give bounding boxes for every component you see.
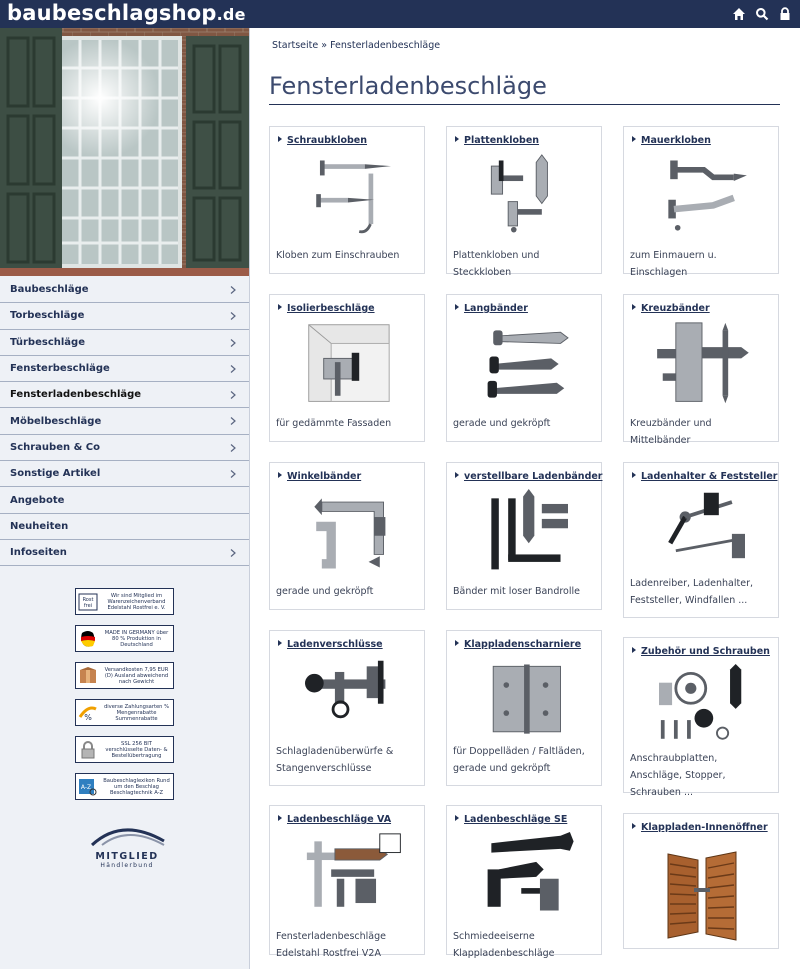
mitglied-subtitle: Händlerbund: [100, 862, 154, 869]
wall-hinge-pin-icon[interactable]: [644, 153, 760, 239]
trust-badge-text: diverse Zahlungsarten % Mengenrabatte Summenrabatte: [103, 703, 170, 722]
sidebar-item-label: Baubeschläge: [10, 284, 89, 296]
category-card[interactable]: [446, 630, 602, 786]
triangle-right-icon: [632, 136, 636, 142]
category-card-title[interactable]: [455, 814, 567, 825]
triangle-right-icon: [632, 472, 636, 478]
category-card-description: gerade und gekröpft: [453, 418, 551, 429]
category-card-title-text: Isolierbeschläge: [287, 303, 375, 314]
sidebar-item-5[interactable]: [0, 408, 249, 434]
swoosh-icon: [82, 823, 172, 849]
category-card-description: gerade und gekröpft: [276, 586, 374, 597]
category-card[interactable]: [623, 813, 779, 949]
svg-text:Rost: Rost: [82, 596, 94, 603]
category-card-description: für gedämmte Fassaden: [276, 418, 392, 429]
category-card-description: Plattenkloben und Steckkloben: [453, 250, 540, 278]
category-card-title[interactable]: [632, 646, 770, 657]
chevron-right-icon: [229, 339, 237, 347]
triangle-right-icon: [278, 136, 282, 142]
trust-badge-0[interactable]: [75, 588, 174, 615]
sidebar-item-0[interactable]: [0, 277, 249, 303]
category-card[interactable]: [623, 462, 779, 618]
trust-badge-text: SSL 256 BIT verschlüsselte Daten- & Bestellübertragung: [105, 740, 168, 759]
sidebar-item-label: Fensterladenbeschläge: [10, 389, 142, 401]
category-card-description: für Doppelläden / Faltläden, gerade und gekröpft: [453, 746, 585, 774]
sidebar-item-label: Sonstige Artikel: [10, 468, 101, 480]
category-card[interactable]: [446, 805, 602, 959]
sidebar-item-6[interactable]: [0, 435, 249, 461]
sidebar-item-label: Fensterbeschläge: [10, 363, 110, 375]
chevron-right-icon: [229, 365, 237, 373]
category-card-title[interactable]: [455, 135, 539, 146]
search-icon[interactable]: [755, 7, 769, 21]
triangle-right-icon: [455, 815, 459, 821]
haendlerbund-member-logo[interactable]: [82, 823, 172, 869]
main-content: [250, 28, 800, 969]
mitglied-title: MITGLIED: [95, 851, 159, 862]
shutter-holder-icon[interactable]: [644, 489, 760, 575]
category-card-description: zum Einmauern u. Einschlagen: [630, 250, 717, 278]
trust-badge-text: Wir sind Mitglied im Warenzeichenverband Edelstahl Rostfrei e. V.: [107, 592, 166, 611]
lexikon-icon: [76, 774, 100, 799]
category-card-description: Schlagladenüberwürfe & Stangenverschlüsse: [276, 746, 394, 774]
triangle-right-icon: [278, 640, 282, 646]
triangle-right-icon: [455, 640, 459, 646]
trust-badges: [75, 588, 175, 810]
angle-hinge-icon[interactable]: [290, 489, 406, 575]
sidebar-item-label: Türbeschläge: [10, 336, 85, 348]
category-card-description: Ladenreiber, Ladenhalter, Feststeller, Windfallen ...: [630, 578, 753, 606]
adjustable-hinge-icon[interactable]: [467, 489, 583, 575]
category-card[interactable]: [623, 126, 779, 278]
category-card-title-text: Ladenhalter & Feststeller: [641, 471, 778, 482]
trust-badge-3[interactable]: [75, 699, 174, 726]
breadcrumb-home-link[interactable]: Startseite: [272, 40, 319, 51]
shutter-opener-icon[interactable]: [644, 846, 760, 942]
category-card[interactable]: [269, 805, 425, 959]
sidebar-item-2[interactable]: [0, 330, 249, 356]
lock-icon[interactable]: [778, 7, 792, 21]
chevron-right-icon: [229, 549, 237, 557]
chevron-right-icon: [229, 417, 237, 425]
category-card-title-text: Klappladenscharniere: [464, 639, 582, 650]
sidebar-nav: [0, 277, 249, 566]
chevron-right-icon: [229, 391, 237, 399]
insulation-fitting-icon[interactable]: [290, 321, 406, 407]
category-card-title-text: Klappladen-Innenöffner: [641, 822, 768, 833]
category-card-description: Schmiedeeiserne Klappladenbeschläge: [453, 931, 555, 959]
trust-badge-2[interactable]: [75, 662, 174, 689]
svg-text:A-Z: A-Z: [80, 783, 92, 791]
sidebar-item-10[interactable]: [0, 540, 249, 566]
category-card[interactable]: [446, 462, 602, 610]
chevron-right-icon: [229, 470, 237, 478]
logo-tld: .de: [216, 5, 246, 24]
trust-badge-5[interactable]: [75, 773, 174, 800]
sidebar-item-label: Schrauben & Co: [10, 441, 100, 453]
category-card-title-text: Mauerkloben: [641, 135, 711, 146]
category-card[interactable]: [269, 630, 425, 786]
chevron-right-icon: [229, 444, 237, 452]
category-card-title[interactable]: [632, 822, 768, 833]
butt-hinge-icon[interactable]: [467, 657, 583, 743]
hero-window-shutters-image: [0, 28, 249, 276]
page-title: Fensterladenbeschläge: [269, 72, 547, 100]
category-card-title-text: Ladenbeschläge SE: [464, 814, 568, 825]
sidebar-item-7[interactable]: [0, 461, 249, 487]
svg-text:frei: frei: [83, 602, 93, 609]
chevron-right-icon: [229, 312, 237, 320]
ssl-lock-icon: [76, 737, 100, 762]
stainless-fittings-icon[interactable]: [290, 832, 406, 918]
sidebar-item-9[interactable]: [0, 514, 249, 540]
trust-badge-text: MADE IN GERMANY über 80 % Produktion in Deutschland: [104, 629, 169, 648]
category-card[interactable]: [446, 294, 602, 442]
category-card-title[interactable]: [278, 471, 361, 482]
triangle-right-icon: [632, 647, 636, 653]
triangle-right-icon: [632, 304, 636, 310]
wrought-iron-fittings-icon[interactable]: [467, 832, 583, 918]
sidebar-item-label: Angebote: [10, 494, 65, 506]
category-card-title-text: Zubehör und Schrauben: [641, 646, 770, 657]
category-card[interactable]: [269, 126, 425, 274]
sidebar-item-label: Neuheiten: [10, 520, 69, 532]
category-card-description: Bänder mit loser Bandrolle: [453, 586, 580, 597]
cross-hinge-icon[interactable]: [644, 321, 760, 407]
sidebar-item-4[interactable]: [0, 382, 249, 408]
percent-icon: [76, 700, 100, 725]
category-card-title-text: Ladenbeschläge VA: [287, 814, 392, 825]
breadcrumb-separator: »: [321, 40, 328, 51]
category-card-description: Kreuzbänder und Mittelbänder: [630, 418, 712, 446]
category-card-title[interactable]: [632, 135, 711, 146]
category-card-description: Kloben zum Einschrauben: [276, 250, 400, 261]
sidebar-item-label: Torbeschläge: [10, 310, 85, 322]
triangle-right-icon: [455, 136, 459, 142]
top-header: [0, 0, 800, 28]
triangle-right-icon: [278, 815, 282, 821]
category-card-title-text: Schraubkloben: [287, 135, 368, 146]
chevron-right-icon: [229, 286, 237, 294]
category-card-title[interactable]: [455, 471, 603, 482]
plate-hinge-pin-icon[interactable]: [467, 153, 583, 239]
site-logo[interactable]: [7, 1, 246, 25]
strap-hinge-icon[interactable]: [467, 321, 583, 407]
triangle-right-icon: [632, 823, 636, 829]
germany-flag-icon: [76, 626, 100, 651]
category-card-title-text: verstellbare Ladenbänder: [464, 471, 603, 482]
sidebar-item-label: Infoseiten: [10, 547, 67, 559]
triangle-right-icon: [278, 304, 282, 310]
home-icon[interactable]: [732, 7, 746, 21]
category-card-description: Anschraubplatten, Anschläge, Stopper, Schrauben ...: [630, 753, 726, 798]
category-card-title[interactable]: [632, 303, 710, 314]
category-card-title[interactable]: [278, 814, 391, 825]
trust-badge-text: Baubeschlaglexikon Rund um den Beschlag Beschlagtechnik A-Z: [103, 777, 170, 796]
screw-hinge-pin-icon[interactable]: [290, 153, 406, 239]
category-card[interactable]: [269, 462, 425, 610]
category-card-title[interactable]: [278, 303, 375, 314]
breadcrumb: [272, 40, 440, 51]
triangle-right-icon: [455, 304, 459, 310]
category-card-title-text: Kreuzbänder: [641, 303, 710, 314]
breadcrumb-current: Fensterladenbeschläge: [330, 40, 441, 51]
category-card[interactable]: [446, 126, 602, 278]
category-card-title[interactable]: [278, 135, 367, 146]
rostfrei-icon: [76, 589, 100, 614]
category-card[interactable]: [623, 294, 779, 446]
category-card-title[interactable]: [632, 471, 778, 482]
category-card-title[interactable]: [455, 639, 581, 650]
title-divider: [269, 104, 780, 105]
sidebar: [0, 28, 250, 969]
logo-text: baubeschlagshop: [7, 1, 217, 25]
accessories-icon[interactable]: [644, 664, 760, 750]
trust-badge-1[interactable]: [75, 625, 174, 652]
category-card[interactable]: [269, 294, 425, 442]
trust-badge-text: Versandkosten 7,95 EUR (D) Ausland abweichend nach Gewicht: [104, 666, 169, 685]
category-card[interactable]: [623, 637, 779, 798]
shutter-lock-icon[interactable]: [290, 657, 406, 743]
sidebar-item-label: Möbelbeschläge: [10, 415, 102, 427]
trust-badge-4[interactable]: [75, 736, 174, 763]
svg-text:%: %: [84, 712, 92, 722]
sidebar-item-1[interactable]: [0, 303, 249, 329]
shipping-box-icon: [76, 663, 100, 688]
sidebar-item-3[interactable]: [0, 356, 249, 382]
triangle-right-icon: [278, 472, 282, 478]
category-card-title[interactable]: [455, 303, 528, 314]
category-card-title-text: Ladenverschlüsse: [287, 639, 383, 650]
category-card-title[interactable]: [278, 639, 383, 650]
category-card-title-text: Plattenkloben: [464, 135, 540, 146]
category-card-description: Fensterladenbeschläge Edelstahl Rostfrei V2A: [276, 931, 386, 959]
triangle-right-icon: [455, 472, 459, 478]
category-card-title-text: Langbänder: [464, 303, 528, 314]
sidebar-item-8[interactable]: [0, 487, 249, 513]
category-card-title-text: Winkelbänder: [287, 471, 362, 482]
